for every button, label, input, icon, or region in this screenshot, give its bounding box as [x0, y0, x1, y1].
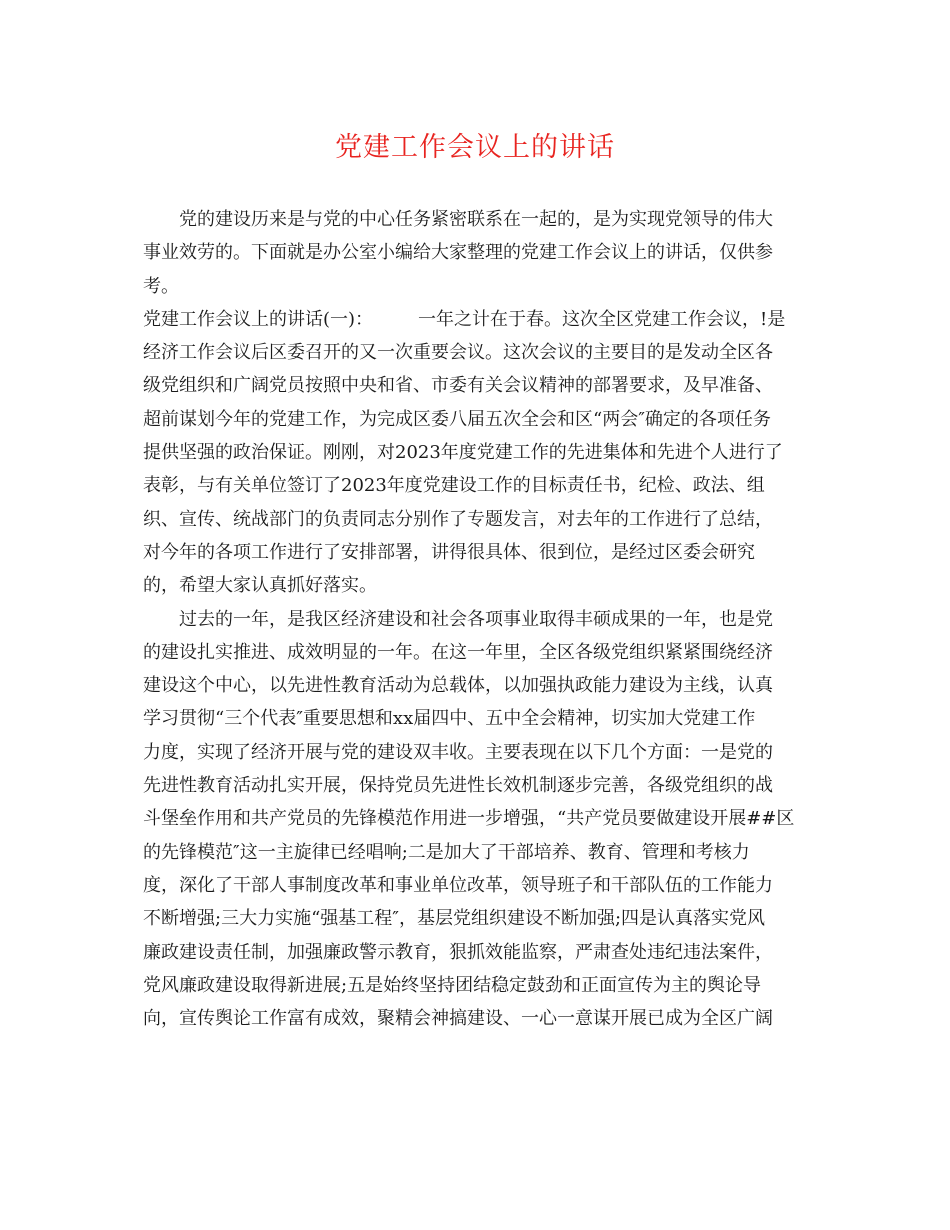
paragraph-line: 事业效劳的。下面就是办公室小编给大家整理的党建工作会议上的讲话，仅供参: [143, 242, 773, 264]
paragraph-line: 经济工作会议后区委召开的又一次重要会议。这次会议的主要目的是发动全区各: [143, 342, 773, 364]
paragraph-line: 的，希望大家认真抓好落实。: [143, 575, 377, 597]
document-title: 党建工作会议上的讲话: [335, 132, 615, 163]
paragraph-line: 对今年的各项工作进行了安排部署，讲得很具体、很到位，是经过区委会研究: [143, 541, 755, 563]
paragraph-line: 的建设扎实推进、成效明显的一年。在这一年里，全区各级党组织紧紧围绕经济: [143, 641, 773, 663]
paragraph-line: 考。: [143, 275, 179, 297]
paragraph-line: 学习贯彻“三个代表″重要思想和xx届四中、五中全会精神，切实加大党建工作: [143, 708, 756, 730]
paragraph-line: 先进性教育活动扎实开展，保持党员先进性长效机制逐步完善，各级党组织的战: [143, 775, 773, 797]
paragraph-line: 度，深化了干部人事制度改革和事业单位改革，领导班子和干部队伍的工作能力: [143, 874, 773, 896]
paragraph-line: 级党组织和广阔党员按照中央和省、市委有关会议精神的部署要求，及早准备、: [143, 375, 773, 397]
paragraph-line: 力度，实现了经济开展与党的建设双丰收。主要表现在以下几个方面：一是党的: [143, 741, 773, 763]
paragraph-line: 廉政建设责任制，加强廉政警示教育，狠抓效能监察，严肃查处违纪违法案件，: [143, 941, 773, 963]
paragraph-line: 不断增强;三大力实施“强基工程″，基层党组织建设不断加强;四是认真落实党风: [143, 908, 766, 930]
paragraph-line: 提供坚强的政治保证。刚刚，对2023年度党建工作的先进集体和先进个人进行了: [143, 442, 783, 464]
paragraph-line: 过去的一年，是我区经济建设和社会各项事业取得丰硕成果的一年，也是党: [179, 608, 773, 630]
paragraph-line: 表彰，与有关单位签订了2023年度党建设工作的目标责任书，纪检、政法、组: [143, 475, 765, 497]
paragraph-line: 建设这个中心，以先进性教育活动为总载体，以加强执政能力建设为主线，认真: [143, 675, 773, 697]
paragraph-line: 党的建设历来是与党的中心任务紧密联系在一起的，是为实现党领导的伟大: [179, 209, 773, 230]
paragraph-line: 斗堡垒作用和共产党员的先锋模范作用进一步增强，“共产党员要做建设开展##区: [143, 808, 795, 830]
paragraph-line: 党风廉政建设取得新进展;五是始终坚持团结稳定鼓劲和正面宣传为主的舆论导: [143, 974, 762, 996]
paragraph-line: 的先锋模范″这一主旋律已经唱响;二是加大了干部培养、教育、管理和考核力: [143, 841, 750, 863]
paragraph-line: 超前谋划今年的党建工作，为完成区委八届五次全会和区“两会″确定的各项任务: [143, 408, 771, 430]
paragraph-line: 织、宣传、统战部门的负责同志分别作了专题发言，对去年的工作进行了总结，: [143, 508, 773, 530]
document-body: [143, 203, 807, 1035]
paragraph-line: 党建工作会议上的讲话(一)： 一年之计在于春。这次全区党建工作会议，!是: [143, 308, 786, 330]
paragraph-line: 向，宣传舆论工作富有成效，聚精会神搞建设、一心一意谋开展已成为全区广阔: [143, 1008, 773, 1030]
